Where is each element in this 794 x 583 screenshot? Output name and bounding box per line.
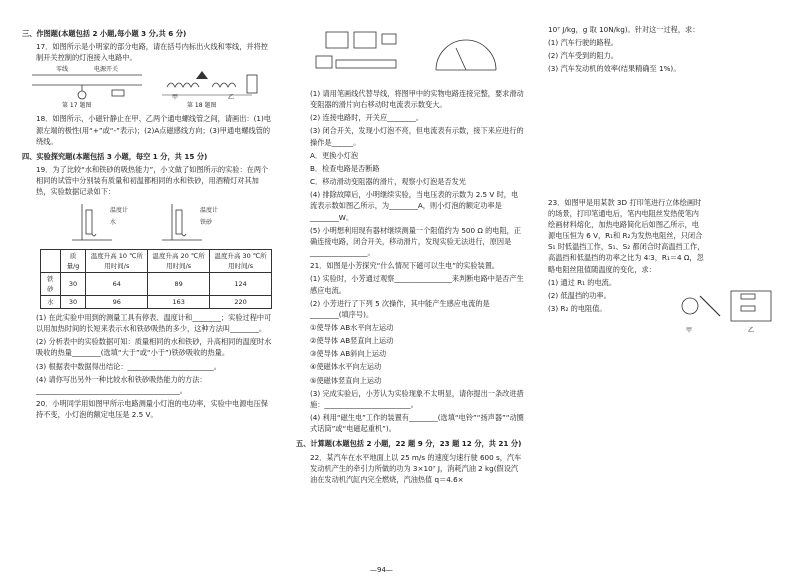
option-20-3-a: A．更换小灯泡	[310, 150, 359, 160]
question-22-3: (3) 汽车发动机的效率(结果精确至 1%)。	[548, 64, 681, 74]
table-row	[41, 295, 272, 308]
table-cell: 124	[210, 272, 272, 295]
table-header-row	[41, 249, 272, 272]
figure-17-18	[22, 65, 272, 111]
fig18-jia: 甲	[172, 94, 179, 102]
table-cell: 64	[86, 272, 148, 295]
question-19-3: (3) 根据表中数据得出结论：________________________。	[36, 361, 221, 371]
fig18-yi: 乙	[228, 94, 235, 102]
question-20-5: (5) 小明想利用现有器材继续测量一个阻值约为 500 Ω 的电阻，正确连接电路，闭合开关，移动滑片，发现实验无法进行，原因是________________。	[310, 225, 522, 258]
fig17-label-right: 电源开关	[94, 66, 119, 74]
option-20-3-b: B．检查电路是否断路	[310, 163, 380, 173]
heating-apparatus-diagram	[22, 200, 272, 246]
table-header-cell: 温度升高 20 ℃所用时间/s	[148, 249, 210, 272]
fig19-label-thermometer-1: 温度计	[110, 206, 129, 214]
table-cell: 220	[210, 295, 272, 308]
circuit-and-ammeter-diagram	[296, 26, 524, 86]
option-21-5: ⑤使磁体竖直向上运动	[310, 375, 382, 385]
option-21-2: ②使导体 AB竖直向上运动	[310, 336, 394, 346]
question-19: 19．为了比较“水和铁砂的吸热能力”，小文做了如图所示的实验：在两个相同的试管中分别装有质量和初温都相同的水和铁砂，用酒精灯对其加热，实验数据记录如下：	[36, 165, 269, 197]
table-cell: 163	[148, 295, 210, 308]
question-22-1: (1) 汽车行驶的路程。	[548, 38, 618, 48]
fig19-label-thermometer-2: 温度计	[200, 206, 219, 214]
fig23-jia: 甲	[686, 327, 693, 334]
figure-23	[676, 276, 776, 346]
question-21-3: (3) 完成实验后，小芳认为实验现象不太明显，请你提出一条改进措施：________________________。	[310, 388, 524, 409]
figure-19	[22, 200, 272, 246]
question-21-2: (2) 小芳进行了下列 5 次操作，其中能产生感应电流的是________(填序号)。	[310, 298, 490, 319]
column-left	[22, 24, 272, 422]
table-header-cell	[41, 249, 61, 272]
table-header-cell: 温度升高 10 ℃所用时间/s	[86, 249, 148, 272]
question-23: 23．如图甲是用某款 3D 打印笔进行立体绘画时的场景，打印笔通电后，笔内电阻丝发热使笔内绘画材料熔化，加热电路简化后如图乙所示，电源电压恒为 6 V，R₁和 R₂为发热电阻丝，只闭合 S₁ 时低温挡工作，S₁、S₂ 都闭合时高温挡工作，高温挡和低温挡的功率之比为 4∶3，R₁＝4 Ω，忽略电阻丝阻值随温度的变化，求：	[548, 197, 705, 274]
question-20-2: (2) 连接电路时，开关应________。	[310, 113, 424, 123]
table-cell: 30	[60, 295, 86, 308]
question-21-4: (4) 利用“磁生电”工作的装置有________(选填“电铃”“扬声器”“动圈式话筒”或“电磁起重机”)。	[310, 413, 524, 434]
question-19-2: (2) 分析表中的实验数据可知：质量相同的水和铁砂，升高相同的温度时水吸收的热量________(选填“大于”或“小于”)铁砂吸收的热量。	[36, 337, 272, 358]
question-20: 20．小明同学用如图甲所示电路测量小灯泡的电功率，实验中电源电压保持不变，小灯泡的额定电压是 2.5 V。	[36, 398, 268, 420]
question-23-1: (1) 通过 R₁ 的电流。	[548, 277, 617, 287]
figure-20	[296, 26, 524, 86]
section-3-heading: 三、作图题(本题包括 2 小题,每小题 3 分,共 6 分)	[22, 29, 187, 38]
question-19-1: (1) 在此实验中用到的测量工具有停表、温度计和________；实验过程中可以用加热时间的长短来表示水和铁砂吸热的多少，这种方法叫________。	[36, 312, 272, 334]
option-21-1: ①使导体 AB水平向左运动	[310, 322, 394, 332]
table-header-cell: 质量/g	[60, 249, 86, 272]
table-cell: 89	[148, 272, 210, 295]
table-cell: 96	[86, 295, 148, 308]
question-19-4: (4) 请你写出另外一种比较水和铁砂吸热能力的方法：________________________________________。	[36, 374, 207, 395]
question-22: 22．某汽车在水平地面上以 25 m/s 的速度匀速行驶 600 s，汽车发动机产生的牵引力所做的功为 3×10⁷ J，消耗汽油 2 kg(假设汽油在发动机汽缸内完全燃烧，汽油热值 q＝4.6×	[310, 452, 522, 484]
question-20-4: (4) 排除故障后，小明继续实验，当电压表的示数为 2.5 V 时，电流表示数如图乙所示，为________A，则小灯泡的额定功率是________W。	[310, 190, 519, 222]
question-20-1: (1) 请用笔画线代替导线，将图甲中的实物电路连接完整，要求滑动变阻器的滑片向右移动时电流表示数变大。	[310, 89, 524, 110]
column-middle	[296, 24, 524, 487]
table-row	[41, 272, 272, 295]
section-5-heading: 五、计算题(本题包括 2 小题，22 题 9 分，23 题 12 分，共 21 分)	[296, 439, 522, 449]
data-table-19	[40, 249, 272, 309]
table-cell: 30	[60, 272, 86, 295]
page-number: —94—	[370, 566, 393, 574]
question-23-2: (2) 低温挡的功率。	[548, 290, 611, 300]
fig19-label-iron-sand: 铁砂	[200, 218, 213, 226]
fig18-caption: 第 18 题图	[187, 102, 217, 110]
print-pen-and-circuit-diagram	[676, 276, 776, 346]
fig23-yi: 乙	[748, 327, 755, 334]
column-right	[548, 24, 776, 334]
question-21-1: (1) 实验时，小芳通过观察________________来判断电路中是否产生感应电流。	[310, 274, 524, 295]
question-23-3: (3) R₂ 的电阻值。	[548, 304, 607, 314]
question-20-3: (3) 闭合开关，发现小灯泡不亮，但电流表有示数，接下来应进行的操作是______。	[310, 126, 524, 147]
question-21: 21．如图是小芳探究“什么情况下磁可以生电”的实验装置。	[310, 261, 500, 271]
question-22-2: (2) 汽车受到的阻力。	[548, 51, 618, 61]
option-21-3: ③使导体 AB斜向上运动	[310, 349, 387, 359]
table-cell: 铁砂	[41, 272, 61, 295]
fig17-caption: 第 17 题图	[62, 102, 92, 110]
section-4-heading: 四、实验探究题(本题包括 3 小题，每空 1 分，共 15 分)	[22, 151, 208, 161]
option-21-4: ④使磁体水平向左运动	[310, 362, 382, 372]
fig17-label-left: 零线	[56, 66, 69, 74]
table-header-cell: 温度升高 30 ℃所用时间/s	[210, 249, 272, 272]
fig19-label-water: 水	[110, 218, 117, 226]
question-18: 18．如图所示，小磁针静止在甲、乙两个通电螺线管之间，请画出：(1)电源左端的极性(用“+”或“-”表示)；(2)A点磁感线方向；(3)甲通电螺线管的绕线。	[36, 114, 271, 146]
answer-space	[548, 77, 776, 197]
question-22-continued: 10⁷ J/kg，g 取 10N/kg)。针对这一过程，求：	[548, 25, 700, 34]
question-17: 17．如图所示是小明家的部分电路，请在括号内标出火线和零线，并将控制开关控制的灯泡接入电路中。	[36, 42, 268, 63]
table-cell: 水	[41, 295, 61, 308]
option-20-3-c: C．移动滑动变阻器的滑片，观察小灯泡是否发光	[310, 177, 466, 187]
